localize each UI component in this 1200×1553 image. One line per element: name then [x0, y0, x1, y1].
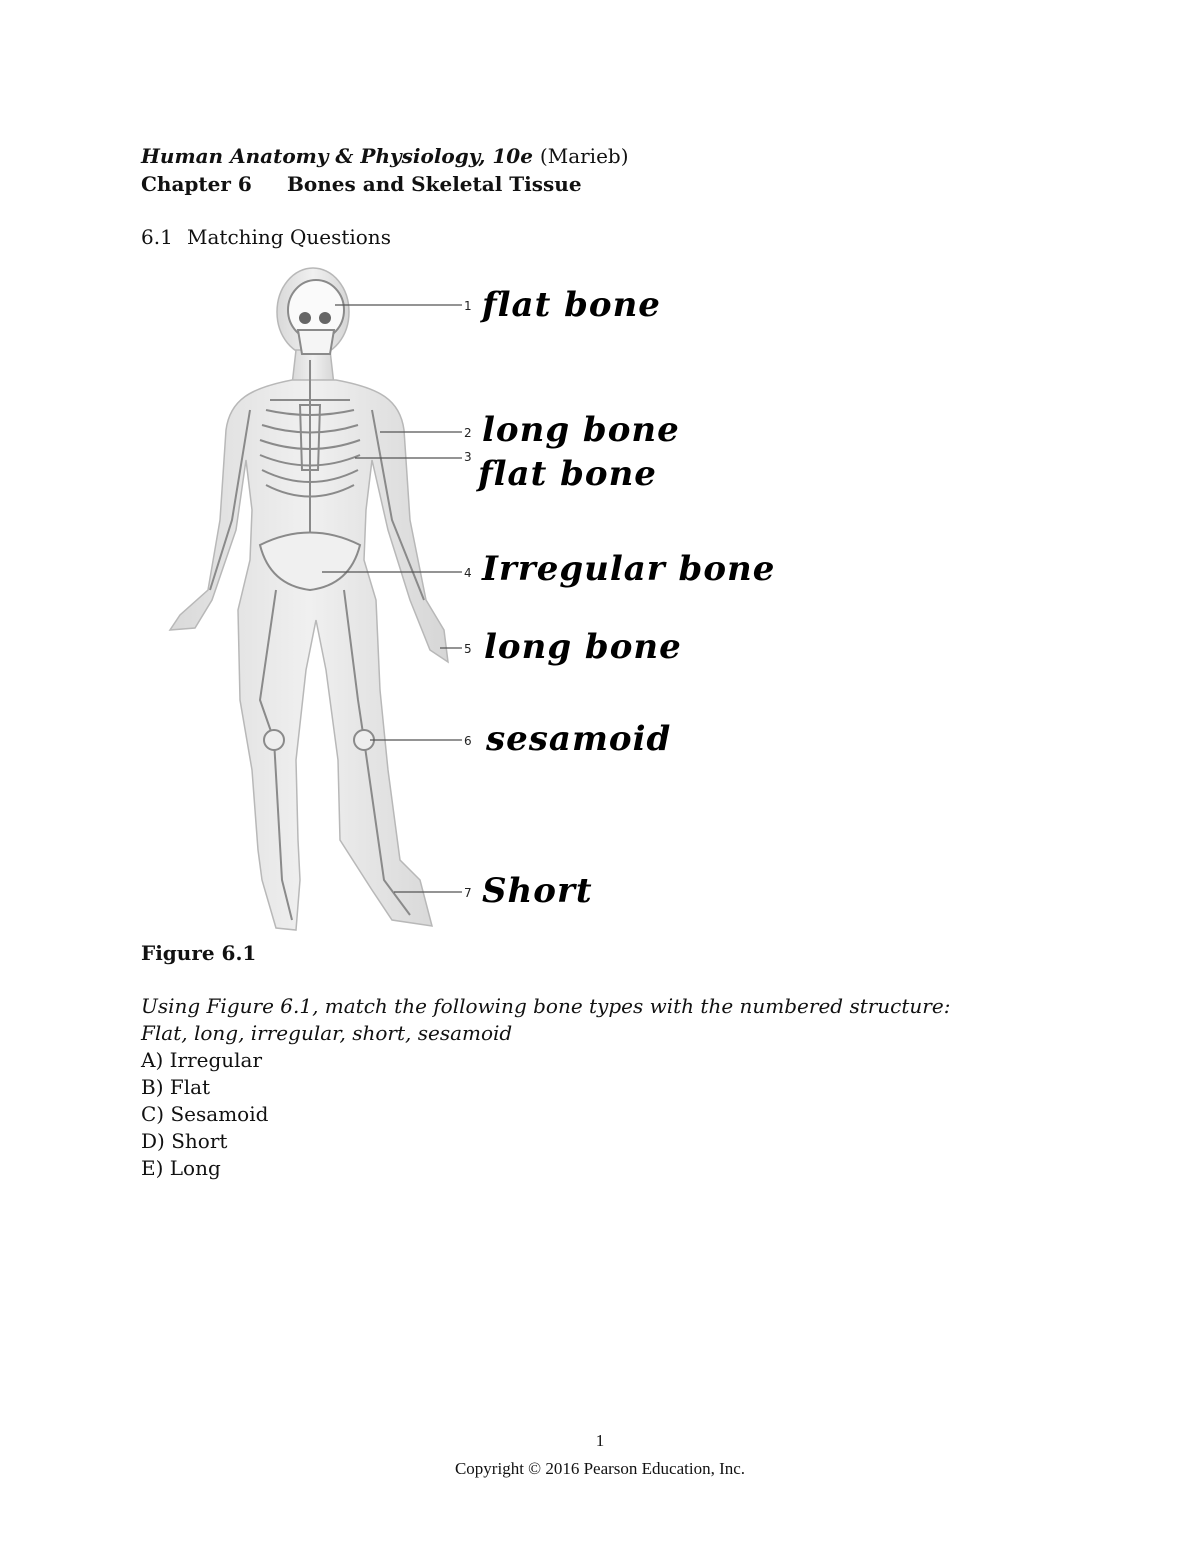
option-b: B) Flat	[141, 1075, 211, 1099]
option-c: C) Sesamoid	[141, 1102, 269, 1126]
book-author: (Marieb)	[539, 144, 629, 168]
option-d: D) Short	[141, 1129, 228, 1153]
book-title: Human Anatomy & Physiology, 10e	[141, 144, 533, 168]
question-prompt: Using Figure 6.1, match the following bone types with the numbered structure:	[141, 994, 951, 1018]
section-title: Matching Questions	[187, 225, 391, 249]
handwritten-answer-7: Short	[482, 871, 593, 911]
figure-caption: Figure 6.1	[141, 941, 257, 965]
label-number-2: 2	[464, 426, 472, 440]
label-number-6: 6	[464, 734, 472, 748]
copyright-notice: Copyright © 2016 Pearson Education, Inc.	[454, 1459, 746, 1478]
chapter-title: Bones and Skeletal Tissue	[287, 172, 582, 196]
handwritten-answer-4: Irregular bone	[482, 549, 776, 589]
handwritten-answer-5: long bone	[484, 627, 682, 667]
label-number-7: 7	[464, 886, 472, 900]
label-number-4: 4	[464, 566, 472, 580]
handwritten-answer-3: flat bone	[478, 454, 657, 494]
option-e: E) Long	[141, 1156, 221, 1180]
option-a: A) Irregular	[141, 1048, 263, 1072]
chapter-number: Chapter 6	[141, 172, 252, 196]
handwritten-answer-6: sesamoid	[486, 719, 672, 759]
page-number: 1	[595, 1431, 605, 1450]
handwritten-answer-2: long bone	[482, 410, 680, 450]
handwritten-answer-1: flat bone	[482, 285, 661, 325]
label-number-5: 5	[464, 642, 472, 656]
label-number-1: 1	[464, 299, 472, 313]
section-number: 6.1	[141, 225, 173, 249]
question-prompt-line2: Flat, long, irregular, short, sesamoid	[141, 1021, 513, 1045]
label-number-3: 3	[464, 450, 472, 464]
question-block	[141, 993, 950, 1182]
